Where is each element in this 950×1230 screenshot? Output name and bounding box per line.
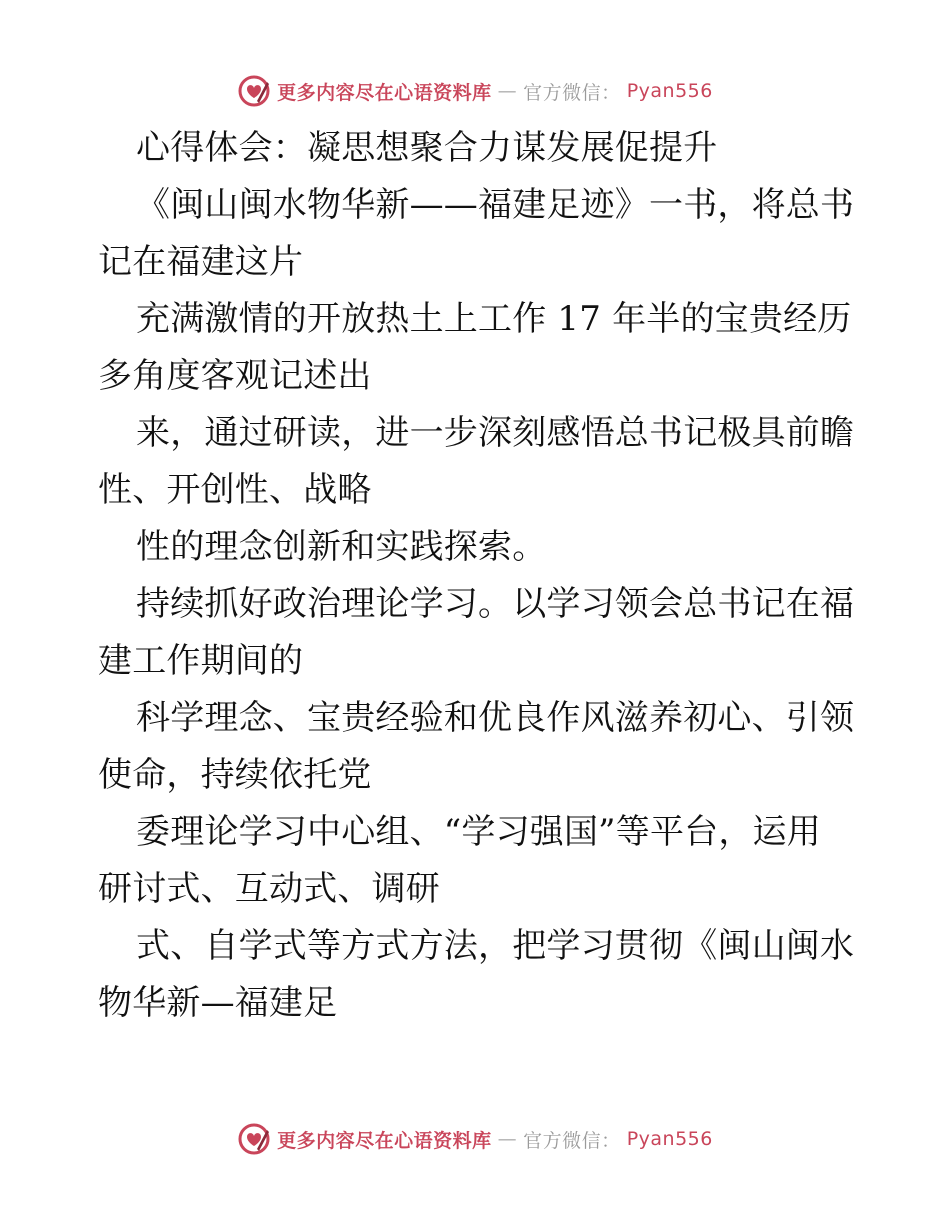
document-body	[98, 120, 858, 1032]
text-line-16: 物华新—福建足	[98, 983, 338, 1023]
text-line-5: 多角度客观记述出	[98, 356, 372, 396]
promo-text: 更多内容尽在心语资料库	[277, 81, 492, 104]
wechat-label: 官方微信：	[523, 81, 621, 104]
text-line-10: 建工作期间的	[98, 641, 304, 681]
heart-pen-icon	[237, 1122, 271, 1156]
footer-banner	[0, 1122, 950, 1156]
text-line-6: 来，通过研读，进一步深刻感悟总书记极具前瞻	[136, 413, 855, 453]
text-line-13: 委理论学习中心组、“学习强国”等平台，运用	[136, 812, 821, 852]
wechat-label: 官方微信：	[523, 1129, 621, 1152]
text-line-15: 式、自学式等方式方法，把学习贯彻《闽山闽水	[136, 926, 855, 966]
text-line-1: 心得体会：凝思想聚合力谋发展促提升	[136, 128, 718, 168]
text-line-2: 《闽山闽水物华新——福建足迹》一书，将总书	[136, 185, 855, 225]
text-line-8: 性的理念创新和实践探索。	[136, 527, 547, 567]
promo-text: 更多内容尽在心语资料库	[277, 1129, 492, 1152]
heart-pen-icon	[237, 74, 271, 108]
header-banner	[0, 74, 950, 108]
banner-dash: —	[497, 1128, 518, 1150]
text-line-14: 研讨式、互动式、调研	[98, 869, 440, 909]
wechat-id: Pyan556	[626, 1128, 713, 1150]
text-line-12: 使命，持续依托党	[98, 755, 372, 795]
text-line-11: 科学理念、宝贵经验和优良作风滋养初心、引领	[136, 698, 855, 738]
wechat-id: Pyan556	[626, 80, 713, 102]
text-line-9: 持续抓好政治理论学习。以学习领会总书记在福	[136, 584, 855, 624]
text-line-4: 充满激情的开放热土上工作 17 年半的宝贵经历	[136, 299, 852, 339]
banner-dash: —	[497, 80, 518, 102]
text-line-3: 记在福建这片	[98, 242, 304, 282]
text-line-7: 性、开创性、战略	[98, 470, 372, 510]
